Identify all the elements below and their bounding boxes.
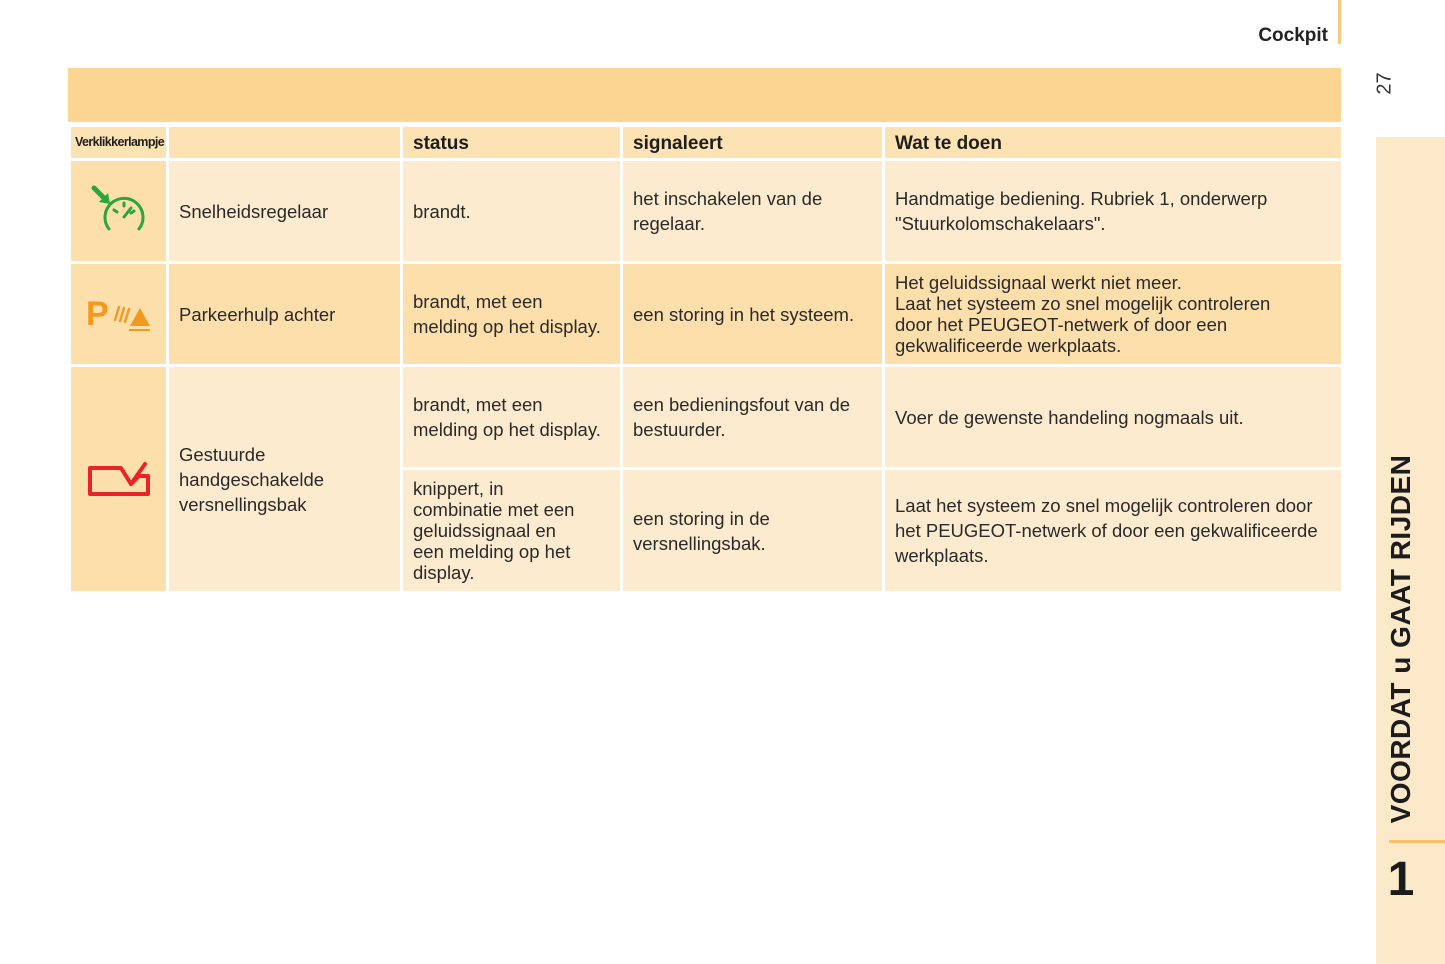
status-line: een melding op het <box>413 541 571 562</box>
header-name <box>168 126 402 160</box>
svg-text:P: P <box>85 295 109 333</box>
lamp-cell <box>70 263 168 366</box>
header-signals: signaleert <box>622 126 884 160</box>
row-name: Gestuurde handgeschakelde versnellingsbak <box>168 366 402 593</box>
status-line: knippert, in <box>413 478 504 499</box>
action-line: door het PEUGEOT-netwerk of door een <box>895 314 1228 335</box>
lamp-cell <box>70 160 168 263</box>
row-status <box>402 469 622 593</box>
header-action: Wat te doen <box>884 126 1343 160</box>
rear-parking-assist-icon <box>86 295 152 333</box>
table-row <box>70 263 1343 366</box>
status-line: geluidssignaal en <box>413 520 556 541</box>
action-line: gekwalificeerde werkplaats. <box>895 335 1122 356</box>
header-lamp: Verklikkerlampje <box>70 126 168 160</box>
table-top-band <box>68 68 1341 122</box>
row-signals: het inschakelen van de regelaar. <box>622 160 884 263</box>
status-line: combinatie met een <box>413 499 575 520</box>
row-name: Snelheidsregelaar <box>168 160 402 263</box>
table-row <box>70 160 1343 263</box>
row-status: brandt, met een melding op het display. <box>402 366 622 469</box>
row-name: Parkeerhulp achter <box>168 263 402 366</box>
chapter-number: 1 <box>1387 853 1415 906</box>
row-signals: een storing in het systeem. <box>622 263 884 366</box>
lamp-cell <box>70 366 168 593</box>
row-status: brandt, met een melding op het display. <box>402 263 622 366</box>
table-header-row <box>70 126 1343 160</box>
status-line: display. <box>413 562 475 583</box>
row-action: Voer de gewenste handeling nogmaals uit. <box>884 366 1343 469</box>
header-divider <box>1338 0 1341 44</box>
table-row <box>70 366 1343 469</box>
row-status: brandt. <box>402 160 622 263</box>
header-status: status <box>402 126 622 160</box>
row-action: Laat het systeem zo snel mogelijk controleren door het PEUGEOT-netwerk of door een gekwalificeerde werkplaats. <box>884 469 1343 593</box>
warning-lamp-table <box>68 124 1344 594</box>
chapter-side-tab <box>1376 137 1445 964</box>
chapter-divider <box>1389 840 1445 843</box>
row-action: Handmatige bediening. Rubriek 1, onderwerp "Stuurkolomschakelaars". <box>884 160 1343 263</box>
chapter-title: VOORDAT u GAAT RIJDEN <box>1385 454 1416 824</box>
section-title: Cockpit <box>1258 25 1328 46</box>
cruise-control-icon <box>89 183 149 239</box>
action-line: Laat het systeem zo snel mogelijk controleren <box>895 293 1271 314</box>
row-signals: een bedieningsfout van de bestuurder. <box>622 366 884 469</box>
row-signals: een storing in de versnellingsbak. <box>622 469 884 593</box>
page-number: 27 <box>1373 71 1396 95</box>
action-line: Het geluidssignaal werkt niet meer. <box>895 272 1182 293</box>
gearbox-fault-icon <box>87 460 151 498</box>
row-action <box>884 263 1343 366</box>
